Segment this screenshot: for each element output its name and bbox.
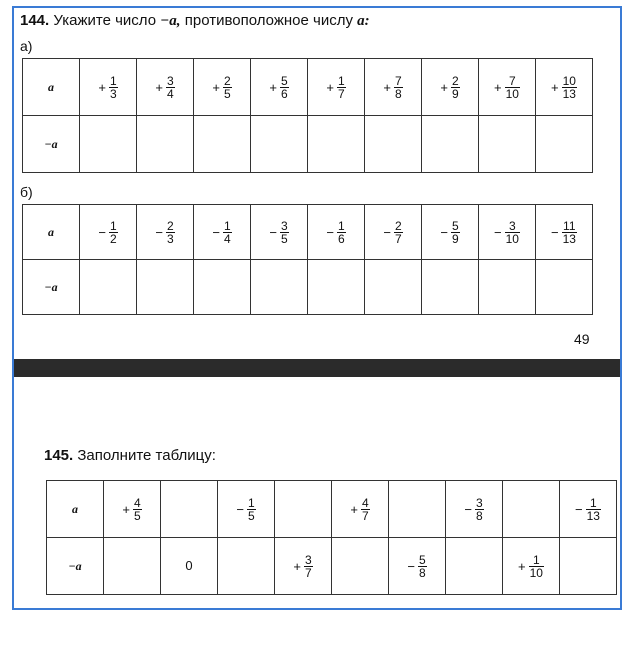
fraction-body [562,75,577,100]
fraction [407,554,426,579]
fraction-numerator: 2 [166,218,174,233]
fraction [155,75,174,100]
fraction-sign: + [122,501,130,517]
fraction-denominator: 10 [505,231,519,246]
fraction-numerator: 5 [451,218,459,233]
value-cell [446,481,503,538]
fraction-body [223,220,232,245]
exercise-145-number: 145. [44,447,74,464]
table-145-row-a [47,481,617,538]
answer-cell [446,538,503,595]
fraction-sign: − [551,224,559,240]
fraction-denominator: 5 [280,231,288,246]
value-cell [365,59,422,116]
fraction-numerator: 10 [562,73,576,88]
value-cell [275,538,332,595]
fraction-sign: + [155,79,163,95]
fraction-sign: − [383,224,391,240]
fraction-numerator: 7 [394,73,402,88]
fraction-sign: + [383,79,391,95]
value-cell [503,538,560,595]
fraction-body [166,220,175,245]
fraction-body [280,75,289,100]
fraction-numerator: 3 [508,218,516,233]
fraction-denominator: 10 [505,86,519,101]
fraction-numerator: 1 [337,73,345,88]
fraction-denominator: 6 [337,231,345,246]
fraction-sign: + [440,79,448,95]
fraction-sign: − [464,501,472,517]
row-label-a: a [23,205,80,260]
fraction-body [586,497,601,522]
fraction [575,497,601,522]
fraction-numerator: 5 [418,552,426,567]
table-144-a-row-a [23,59,593,116]
fraction-numerator: 1 [532,552,540,567]
fraction-denominator: 13 [586,508,600,523]
value-cell [479,59,536,116]
exercise-145-title [44,447,216,464]
fraction-numerator: 4 [361,495,369,510]
value-cell [308,59,365,116]
fraction-sign: − [212,224,220,240]
value-cell [218,481,275,538]
fraction-denominator: 8 [394,86,402,101]
fraction-sign: + [551,79,559,95]
table-144-a-row-neg [23,116,593,173]
value-cell [560,481,617,538]
answer-cell [422,116,479,173]
fraction-numerator: 3 [475,495,483,510]
table-145 [46,480,617,595]
fraction-sign: − [575,501,583,517]
answer-cell [80,116,137,173]
value-cell [422,205,479,260]
fraction-sign: + [269,79,277,95]
fraction [98,75,117,100]
answer-cell [332,538,389,595]
value-cell [536,59,593,116]
exercise-145-text: Заполните таблицу: [77,447,216,464]
value-cell [365,205,422,260]
fraction-sign: − [407,558,415,574]
fraction-denominator: 5 [133,508,141,523]
fraction-body [475,497,484,522]
fraction-sign: + [350,501,358,517]
fraction-denominator: 3 [166,231,174,246]
fraction-sign: − [326,224,334,240]
answer-cell [365,116,422,173]
value-cell [251,205,308,260]
answer-cell [479,116,536,173]
fraction-numerator: 1 [109,218,117,233]
fraction [518,554,544,579]
fraction-body [337,220,346,245]
exercise-144-text: Укажите число [53,12,157,29]
fraction-denominator: 3 [109,86,117,101]
value-cell [332,481,389,538]
fraction-denominator: 13 [562,86,576,101]
value-cell [137,59,194,116]
fraction-sign: − [440,224,448,240]
answer-cell [80,260,137,315]
fraction-body [247,497,256,522]
row-label-neg-a: −a [23,116,80,173]
value-cell [479,205,536,260]
fraction-numerator: 3 [280,218,288,233]
row-label-neg-a: −a [47,538,104,595]
page-number: 49 [574,331,590,347]
fraction-body [505,220,520,245]
fraction-denominator: 7 [337,86,345,101]
fraction-numerator: 7 [508,73,516,88]
table-144-b-row-neg [23,260,593,315]
table-144-a [22,58,593,173]
fraction-denominator: 9 [451,231,459,246]
fraction-denominator: 4 [166,86,174,101]
fraction-sign: − [269,224,277,240]
exercise-144-expr1: −a, [160,13,181,29]
exercise-144-text2: противоположное числу [184,12,353,29]
fraction-numerator: 1 [109,73,117,88]
fraction-numerator: 1 [247,495,255,510]
value-cell [503,481,560,538]
fraction-body [418,554,427,579]
fraction-body [133,497,142,522]
part-b-label: б) [20,184,33,200]
value-cell [422,59,479,116]
fraction-body [109,75,118,100]
value-cell [308,205,365,260]
fraction-denominator: 7 [394,231,402,246]
fraction [494,75,520,100]
fraction-body [562,220,577,245]
answer-cell [104,538,161,595]
fraction-numerator: 5 [280,73,288,88]
fraction [350,497,369,522]
fraction-body [337,75,346,100]
answer-cell [137,260,194,315]
answer-cell [194,116,251,173]
fraction [464,497,483,522]
fraction-denominator: 6 [280,86,288,101]
fraction-body [109,220,118,245]
fraction-sign: + [98,79,106,95]
fraction-numerator: 11 [563,218,576,233]
fraction-sign: − [98,224,106,240]
fraction-numerator: 1 [337,218,345,233]
fraction-body [529,554,544,579]
value-cell [104,481,161,538]
fraction-sign: − [236,501,244,517]
fraction-body [166,75,175,100]
fraction-numerator: 1 [223,218,231,233]
fraction-denominator: 2 [109,231,117,246]
value-cell [389,481,446,538]
fraction-denominator: 9 [451,86,459,101]
fraction [326,75,345,100]
fraction [326,220,345,245]
value-cell [275,481,332,538]
fraction [122,497,141,522]
fraction-denominator: 4 [223,231,231,246]
fraction-denominator: 10 [529,565,543,580]
table-145-row-neg [47,538,617,595]
exercise-144-title [20,12,370,30]
fraction-numerator: 3 [166,73,174,88]
fraction-body [223,75,232,100]
value-cell [161,538,218,595]
answer-cell [365,260,422,315]
value-cell [251,59,308,116]
answer-cell [422,260,479,315]
fraction-sign: + [494,79,502,95]
answer-cell [308,260,365,315]
fraction [269,75,288,100]
fraction [98,220,117,245]
fraction-body [361,497,370,522]
fraction [440,75,459,100]
fraction-sign: − [155,224,163,240]
fraction [155,220,174,245]
fraction-numerator: 4 [133,495,141,510]
table-144-b [22,204,593,315]
answer-cell [479,260,536,315]
value-cell [194,205,251,260]
fraction-denominator: 8 [418,565,426,580]
answer-cell [251,116,308,173]
answer-cell [251,260,308,315]
fraction-numerator: 1 [589,495,597,510]
fraction [269,220,288,245]
fraction-sign: − [494,224,502,240]
fraction-body [505,75,520,100]
fraction-numerator: 2 [451,73,459,88]
answer-cell [308,116,365,173]
value-cell [389,538,446,595]
value-cell [80,59,137,116]
part-a-label: а) [20,38,33,54]
fraction [551,75,577,100]
fraction-numerator: 2 [394,218,402,233]
fraction-sign: + [326,79,334,95]
page-separator-band [14,359,620,377]
fraction-sign: + [293,558,301,574]
answer-cell [137,116,194,173]
fraction-sign: + [212,79,220,95]
fraction [551,220,577,245]
answer-cell [194,260,251,315]
exercise-144-number: 144. [20,12,50,29]
fraction-body [394,220,403,245]
fraction-body [451,75,460,100]
row-label-neg-a: −a [23,260,80,315]
fraction-denominator: 5 [247,508,255,523]
fraction [383,220,402,245]
fraction-sign: + [518,558,526,574]
fraction [383,75,402,100]
fraction-body [451,220,460,245]
fraction [440,220,459,245]
fraction-numerator: 2 [223,73,231,88]
fraction-numerator: 3 [304,552,312,567]
fraction-denominator: 7 [361,508,369,523]
value-cell [536,205,593,260]
fraction [293,554,312,579]
fraction [236,497,255,522]
answer-cell [536,116,593,173]
fraction-denominator: 7 [304,565,312,580]
fraction-denominator: 13 [562,231,576,246]
answer-cell [218,538,275,595]
fraction-body [304,554,313,579]
value-cell [80,205,137,260]
answer-cell [536,260,593,315]
fraction-body [280,220,289,245]
fraction [494,220,520,245]
table-144-b-row-a [23,205,593,260]
value-cell [161,481,218,538]
row-label-a: a [23,59,80,116]
row-label-a: a [47,481,104,538]
fraction-body [394,75,403,100]
answer-cell [560,538,617,595]
value-cell [194,59,251,116]
fraction [212,220,231,245]
fraction-denominator: 5 [223,86,231,101]
value-cell [137,205,194,260]
cell-value: 0 [185,558,193,573]
fraction [212,75,231,100]
fraction-denominator: 8 [475,508,483,523]
exercise-144-expr2: a: [357,13,370,29]
